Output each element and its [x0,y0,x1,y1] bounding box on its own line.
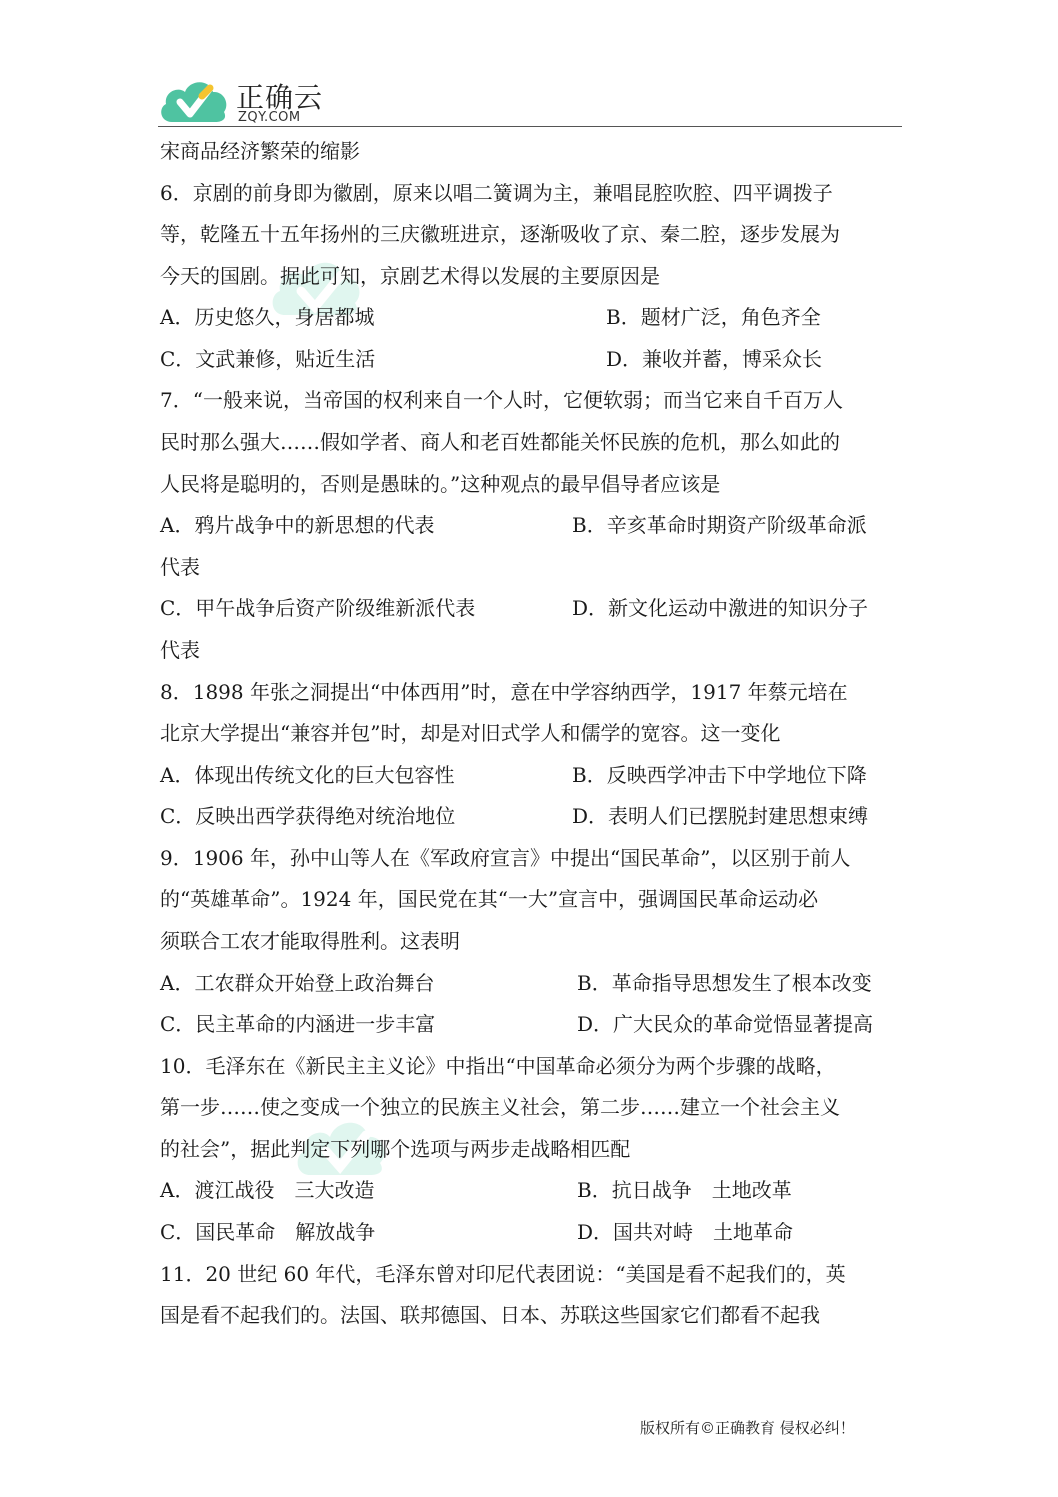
option-d: D．国共对峙 土地革命 [577,1220,794,1244]
text-line: 11．20 世纪 60 年代，毛泽东曾对印尼代表团说：“美国是看不起我们的，英 [160,1262,846,1286]
option-d: D．新文化运动中激进的知识分子 [572,596,869,620]
option-c: C．文武兼修，贴近生活 [160,347,376,371]
brand-name-en: ZQY.COM [238,110,301,125]
text-line: 9．1906 年，孙中山等人在《军政府宣言》中提出“国民革命”，以区别于前人 [160,846,851,870]
text-line: 的“英雄革命”。1924 年，国民党在其“一大”宣言中，强调国民革命运动必 [160,887,819,911]
text-line: 7．“一般来说，当帝国的权利来自一个人时，它便软弱；而当它来自千百万人 [160,388,843,412]
option-b: B．反映西学冲击下中学地位下降 [572,763,867,787]
option-a: A．鸦片战争中的新思想的代表 [160,513,435,537]
option-a: A．历史悠久，身居都城 [160,305,375,329]
text-line: 等，乾隆五十五年扬州的三庆徽班进京，逐渐吸收了京、秦二腔，逐步发展为 [160,222,840,246]
option-c: C．反映出西学获得绝对统治地位 [160,804,456,828]
text-line: 国是看不起我们的。法国、联邦德国、日本、苏联这些国家它们都看不起我 [160,1303,820,1327]
header-divider [158,126,902,127]
option-a: A．体现出传统文化的巨大包容性 [160,763,455,787]
option-c: C．民主革命的内涵进一步丰富 [160,1012,436,1036]
text-line: 宋商品经济繁荣的缩影 [160,139,360,163]
option-a: A．工农群众开始登上政治舞台 [160,971,435,995]
option-d: D．表明人们已摆脱封建思想束缚 [572,804,869,828]
text-line: 6．京剧的前身即为徽剧，原来以唱二簧调为主，兼唱昆腔吹腔、四平调拨子 [160,181,833,205]
text-line: 8．1898 年张之洞提出“中体西用”时，意在中学容纳西学，1917 年蔡元培在 [160,680,848,704]
text-line: 北京大学提出“兼容并包”时，却是对旧式学人和儒学的宽容。这一变化 [160,721,781,745]
option-b: B．题材广泛，角色齐全 [606,305,821,329]
text-line: 代表 [160,555,200,579]
text-line: 10．毛泽东在《新民主主义论》中指出“中国革命必须分为两个步骤的战略， [160,1054,836,1078]
option-c: C．国民革命 解放战争 [160,1220,376,1244]
option-b: B．抗日战争 土地改革 [577,1178,792,1202]
option-c: C．甲午战争后资产阶级维新派代表 [160,596,476,620]
text-line: 须联合工农才能取得胜利。这表明 [160,929,460,953]
option-a: A．渡江战役 三大改造 [160,1178,375,1202]
page-header [158,74,902,128]
option-b: B．辛亥革命时期资产阶级革命派 [572,513,867,537]
text-line: 的社会”，据此判定下列哪个选项与两步走战略相匹配 [160,1137,631,1161]
option-d: D．兼收并蓄，博采众长 [606,347,823,371]
cloud-check-logo-icon [158,74,230,126]
text-line: 民时那么强大……假如学者、商人和老百姓都能关怀民族的危机，那么如此的 [160,430,840,454]
text-line: 第一步……使之变成一个独立的民族主义社会，第二步……建立一个社会主义 [160,1095,840,1119]
text-line: 今天的国剧。据此可知，京剧艺术得以发展的主要原因是 [160,264,660,288]
option-d: D．广大民众的革命觉悟显著提高 [577,1012,874,1036]
text-line: 人民将是聪明的，否则是愚昧的。”这种观点的最早倡导者应该是 [160,472,721,496]
copyright-footer: 版权所有©正确教育 侵权必纠！ [640,1419,855,1437]
option-b: B．革命指导思想发生了根本改变 [577,971,872,995]
brand-name-cn: 正确云 [236,81,324,114]
text-line: 代表 [160,638,200,662]
